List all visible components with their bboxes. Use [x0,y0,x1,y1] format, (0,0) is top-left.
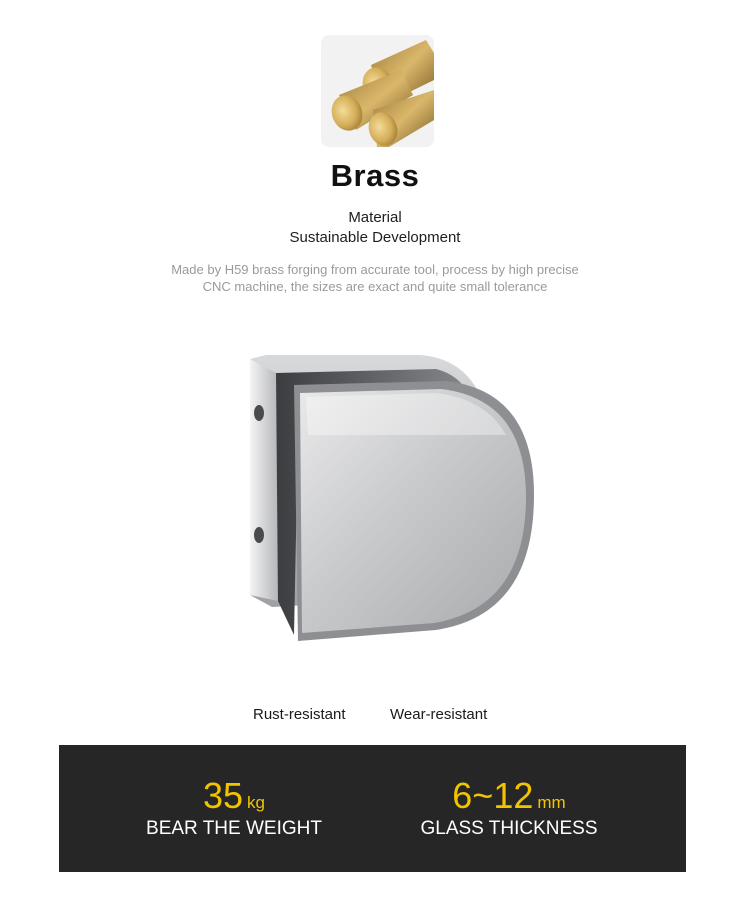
subtitle-line-1: Material [348,209,402,226]
spec-weight-value: 35 [202,775,244,816]
feature-rust-resistant: Rust-resistant [253,706,346,723]
spec-band [59,745,686,872]
spec-weight-label: BEAR THE WEIGHT [146,818,322,839]
description-line-1: Made by H59 brass forging from accurate tool, process by high precise [171,262,579,277]
spec-thickness-value: 6~12 [452,775,534,816]
spec-thickness [374,745,644,872]
feature-wear-resistant: Wear-resistant [390,706,488,723]
spec-weight-value-row [104,775,364,817]
spec-thickness-value-row [374,775,644,817]
glass-clamp-image [236,345,546,655]
brass-rods-image [321,35,434,147]
spec-weight-unit: kg [247,793,265,812]
spec-thickness-label: GLASS THICKNESS [420,818,598,839]
description-line-2: CNC machine, the sizes are exact and quite small tolerance [202,279,548,294]
spec-weight [104,745,364,872]
page-title: Brass [330,158,420,193]
subtitle-line-2: Sustainable Development [289,229,461,246]
spec-thickness-unit: mm [537,793,566,812]
